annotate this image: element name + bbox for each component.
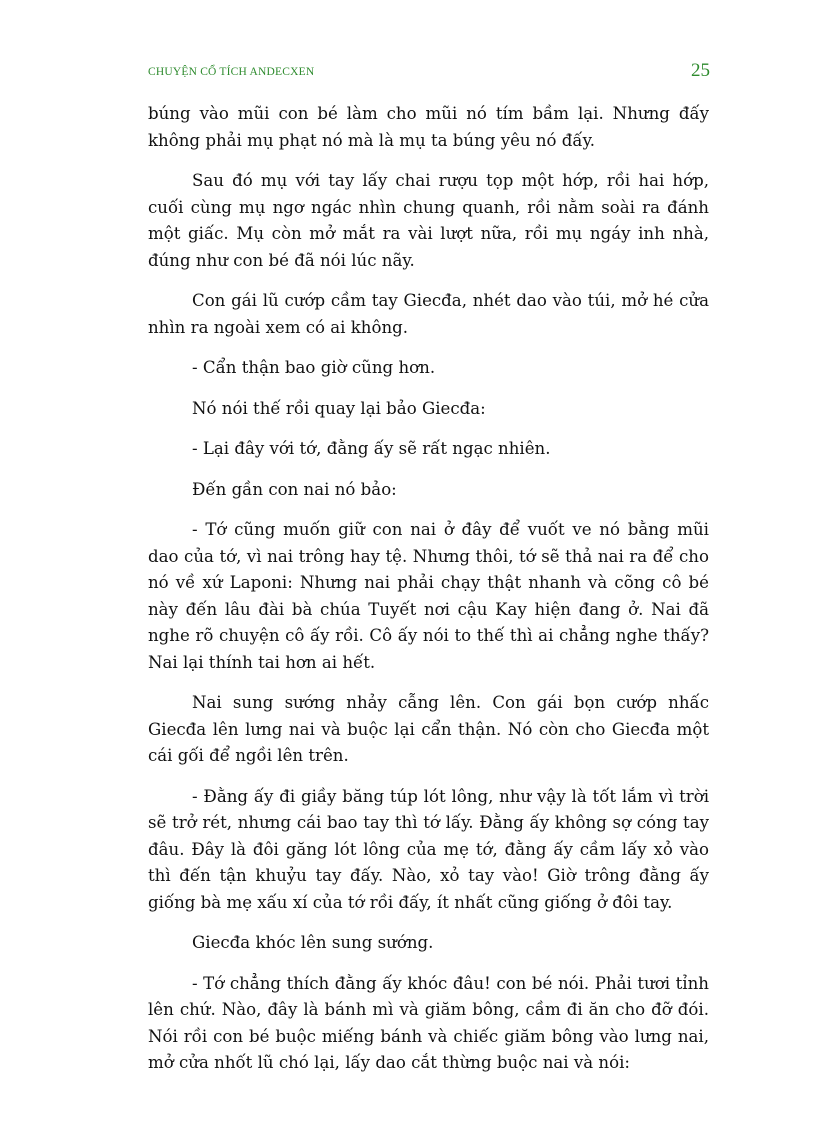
page-number: 25 <box>691 60 710 81</box>
dialogue-line: - Tớ cũng muốn giữ con nai ở đây để vuốt ve nó bằng mũi dao của tớ, vì nai trông hay tệ. Nhưng thôi, tớ sẽ thả nai ra để cho nó về xứ Laponi: Nhưng nai phải chạy thật nhanh và cõng cô bé này đến lâu đài bà chúa Tuyết nơi cậu Kay hiện đang ở. Nai đã nghe rõ chuyện cô ấy rồi. Cô ấy nói to thế thì ai chẳng nghe thấy? Nai lại thính tai hơn ai hết. <box>148 520 709 672</box>
running-title: CHUYỆN CỔ TÍCH ANDECXEN <box>148 66 315 78</box>
dialogue-line: - Tớ chẳng thích đằng ấy khóc đâu! con bé nói. Phải tươi tỉnh lên chứ. Nào, đây là bánh mì và giăm bông, cầm đi ăn cho đỡ đói. Nói rồi con bé buộc miếng bánh và chiếc giăm bông vào lưng nai, mở cửa nhốt lũ chó lại, lấy dao cắt thừng buộc nai và nói: <box>148 973 709 1072</box>
body-text <box>148 101 709 1091</box>
page-header <box>148 60 712 84</box>
dialogue-line: - Lại đây với tớ, đằng ấy sẽ rất ngạc nhiên. <box>192 439 551 458</box>
paragraph: Giecđa khóc lên sung sướng. <box>192 933 434 952</box>
paragraph: Đến gần con nai nó bảo: <box>192 479 397 499</box>
dialogue-line: - Cẩn thận bao giờ cũng hơn. <box>192 358 436 377</box>
paragraph: Nó nói thế rồi quay lại bảo Giecđa: <box>192 398 486 418</box>
dialogue-line: - Đằng ấy đi giầy băng túp lót lông, như vậy là tốt lắm vì trời sẽ trở rét, nhưng cái bao tay thì tớ lấy. Đằng ấy không sợ cóng tay đâu. Đây là đôi găng lót lông của mẹ tớ, đằng ấy cầm lấy xỏ vào thì đến tận khuỷu tay đấy. Nào, xỏ tay vào! Giờ trông đằng ấy giống bà mẹ xấu xí của tớ rồi đấy, ít nhất cũng giống ở đôi tay. <box>148 786 709 912</box>
paragraph: Nai sung sướng nhảy cẫng lên. Con gái bọn cướp nhấc Giecđa lên lưng nai và buộc lại cẩn thận. Nó còn cho Giecđa một cái gối để ngồi lên trên. <box>148 693 709 765</box>
paragraph: Con gái lũ cướp cầm tay Giecđa, nhét dao vào túi, mở hé cửa nhìn ra ngoài xem có ai không. <box>148 291 709 337</box>
paragraph: búng vào mũi con bé làm cho mũi nó tím bầm lại. Nhưng đấy không phải mụ phạt nó mà là mụ ta búng yêu nó đấy. <box>148 104 709 150</box>
paragraph: Sau đó mụ với tay lấy chai rượu tọp một hớp, rồi hai hớp, cuối cùng mụ ngơ ngác nhìn chung quanh, rồi nằm soài ra đánh một giấc. Mụ còn mở mắt ra vài lượt nữa, rồi mụ ngáy inh nhà, đúng như con bé đã nói lúc nãy. <box>148 171 709 270</box>
